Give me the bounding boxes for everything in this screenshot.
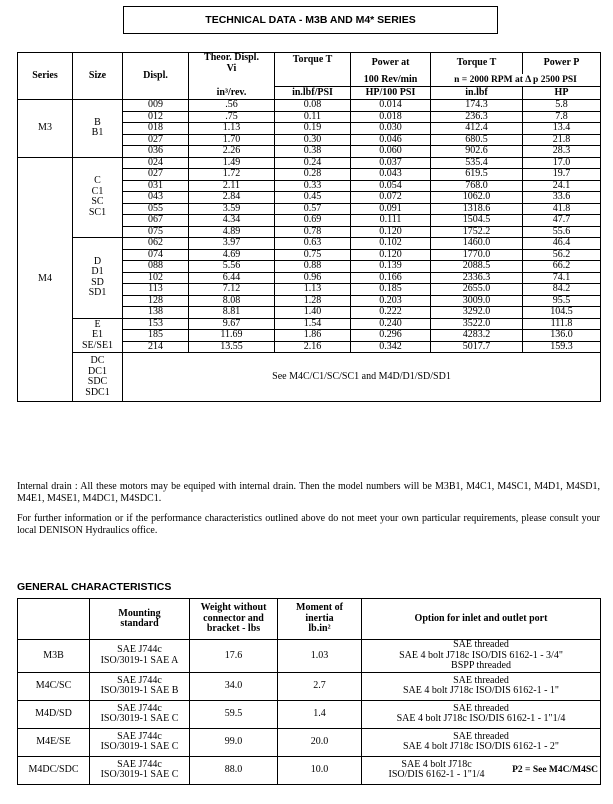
option-extra: P2 = See M4C/M4SC [512,764,598,775]
torque-cell: 1.40 [275,307,351,319]
text-line: SAE 4 bolt J718c [401,758,472,770]
mounting-cell [90,640,190,673]
torque-cell: 0.11 [275,111,351,123]
torqueT-cell: 1770.0 [431,249,523,261]
powerP-cell: 41.8 [523,203,601,215]
powerP-cell: 24.1 [523,180,601,192]
displ-cell: 018 [123,123,189,135]
torque-cell: 0.88 [275,261,351,273]
power-cell: 0.185 [351,284,431,296]
torque-cell: 0.75 [275,249,351,261]
header-power-line1: Power at [351,53,431,75]
powerP-cell: 95.5 [523,295,601,307]
displ-cell: 027 [123,134,189,146]
table-row [18,756,601,784]
displ-cell: 036 [123,146,189,158]
text-line: SAE J744c [117,730,162,742]
header-torque-unit: in.lbf/PSI [275,87,351,100]
text-line: DC1 [88,365,107,377]
table-row-dc [18,353,601,402]
powerP-cell: 159.3 [523,341,601,353]
powerP-cell: 66.2 [523,261,601,273]
header-powerP-unit: HP [523,87,601,100]
table-row [18,640,601,673]
torqueT-cell: 1504.5 [431,215,523,227]
header-powerP-line1: Power P [523,53,601,75]
option-text [364,760,509,781]
text-line: connector and [203,612,264,624]
torqueT-cell: 1752.2 [431,226,523,238]
torque-cell: 2.16 [275,341,351,353]
technical-data-table [17,52,601,402]
power-cell: 0.111 [351,215,431,227]
table-row [18,672,601,700]
torque-cell: 0.63 [275,238,351,250]
torqueT-cell: 3522.0 [431,318,523,330]
text-line: SAE threaded [453,730,509,742]
text-line: SDC1 [85,386,110,398]
option-cell [362,728,601,756]
weight-cell: 59.5 [190,700,278,728]
torqueT-cell: 902.6 [431,146,523,158]
power-cell: 0.139 [351,261,431,273]
header-series: Series [18,53,73,100]
text-line: SAE threaded [453,702,509,714]
power-cell: 0.030 [351,123,431,135]
text-line: inertia [305,612,334,624]
power-cell: 0.120 [351,226,431,238]
power-cell: 0.240 [351,318,431,330]
displ-cell: 075 [123,226,189,238]
displ-cell: 088 [123,261,189,273]
torqueT-cell: 1460.0 [431,238,523,250]
torqueT-cell: 1318.6 [431,203,523,215]
series-cell: M4 [18,157,73,402]
torqueT-cell: 619.5 [431,169,523,181]
displ-cell: 113 [123,284,189,296]
torque-cell: 1.54 [275,318,351,330]
option-cell [362,640,601,673]
text-line: C1 [91,185,104,197]
text-line: B1 [91,127,104,139]
torqueT-cell: 2655.0 [431,284,523,296]
torqueT-cell: 412.4 [431,123,523,135]
torqueT-cell: 535.4 [431,157,523,169]
displ-cell: 027 [123,169,189,181]
displ-cell: 067 [123,215,189,227]
header-theor-line2: Vi [226,62,237,74]
table-row [18,700,601,728]
text-line: SE/SE1 [81,339,114,351]
power-cell: 0.018 [351,111,431,123]
theor-displ-cell: 8.81 [189,307,275,319]
displ-cell: 055 [123,203,189,215]
page-title: TECHNICAL DATA - M3B AND M4* SERIES [123,6,498,34]
option-split [364,760,598,781]
theor-displ-cell: 11.69 [189,330,275,342]
moment-cell: 1.4 [278,700,362,728]
torque-cell: 0.45 [275,192,351,204]
size-cell [73,157,123,238]
dc-group-note: See M4C/C1/SC/SC1 and M4D/D1/SD/SD1 [123,353,601,402]
gen-header-weight [190,599,278,640]
torque-cell: 0.78 [275,226,351,238]
torque-cell: 0.19 [275,123,351,135]
power-cell: 0.296 [351,330,431,342]
size-cell [73,238,123,319]
header-torqueT-line1: Torque T [431,53,523,75]
theor-displ-cell: 4.34 [189,215,275,227]
model-cell: M4DC/SDC [18,756,90,784]
powerP-cell: 19.7 [523,169,601,181]
text-line: bracket - lbs [206,623,261,635]
torqueT-cell: 5017.7 [431,341,523,353]
mounting-cell [90,728,190,756]
mounting-cell [90,700,190,728]
torqueT-cell: 3009.0 [431,295,523,307]
displ-cell: 012 [123,111,189,123]
powerP-cell: 5.8 [523,100,601,112]
displ-cell: 074 [123,249,189,261]
general-characteristics-table [17,598,601,785]
torqueT-cell: 2088.5 [431,261,523,273]
weight-cell: 34.0 [190,672,278,700]
text-line: B [94,116,101,128]
displ-cell: 185 [123,330,189,342]
theor-displ-cell: 1.13 [189,123,275,135]
text-line: Moment of [296,602,343,614]
text-line: DC [90,355,105,366]
displ-cell: 128 [123,295,189,307]
theor-displ-cell: 4.89 [189,226,275,238]
theor-displ-cell: 9.67 [189,318,275,330]
torque-cell: 1.13 [275,284,351,296]
torqueT-cell: 2336.3 [431,272,523,284]
displ-cell: 024 [123,157,189,169]
torqueT-cell: 680.5 [431,134,523,146]
size-cell [73,353,123,402]
option-cell [362,700,601,728]
powerP-cell: 21.8 [523,134,601,146]
header-torqueT-unit: in.lbf [431,87,523,100]
header-torque: Torque T [275,53,351,87]
header-power-unit: HP/100 PSI [351,87,431,100]
powerP-cell: 46.4 [523,238,601,250]
power-cell: 0.342 [351,341,431,353]
moment-cell: 1.03 [278,640,362,673]
powerP-cell: 136.0 [523,330,601,342]
torque-cell: 0.57 [275,203,351,215]
power-cell: 0.014 [351,100,431,112]
internal-drain-note: Internal drain : All these motors may be equiped with internal drain. Then the model numbers will be M3B1, M4C1, M4SC1, M4D1, M4SD1, M4E1, M4SE1, M4DC1, M4SDC1. [17,481,600,504]
theor-displ-cell: 2.26 [189,146,275,158]
powerP-cell: 7.8 [523,111,601,123]
theor-displ-cell: 13.55 [189,341,275,353]
power-cell: 0.037 [351,157,431,169]
text-line: standard [120,618,159,629]
text-line: ISO/3019-1 SAE C [100,769,179,780]
power-cell: 0.043 [351,169,431,181]
weight-cell: 17.6 [190,640,278,673]
text-line: ISO/3019-1 SAE B [100,685,179,696]
theor-displ-cell: 2.11 [189,180,275,192]
text-line: SD1 [88,287,107,299]
powerP-cell: 13.4 [523,123,601,135]
general-characteristics-title: GENERAL CHARACTERISTICS [17,581,172,593]
text-line: SAE J744c [117,758,162,770]
header-power-line2: 100 Rev/min [351,74,431,87]
powerP-cell: 56.2 [523,249,601,261]
gen-header-mounting [90,599,190,640]
moment-cell: 10.0 [278,756,362,784]
torque-cell: 0.30 [275,134,351,146]
theor-displ-cell: 3.97 [189,238,275,250]
text-line: lb.in² [308,623,331,635]
text-line: SAE 4 bolt J718c ISO/DIS 6162-1 - 3/4" [399,649,563,661]
displ-cell: 138 [123,307,189,319]
text-line: SC1 [88,206,107,218]
displ-cell: 043 [123,192,189,204]
power-cell: 0.046 [351,134,431,146]
powerP-cell: 17.0 [523,157,601,169]
text-line: Mounting [118,607,161,619]
torque-cell: 0.38 [275,146,351,158]
theor-displ-cell: .75 [189,111,275,123]
weight-cell: 88.0 [190,756,278,784]
header-size: Size [73,53,123,100]
torque-cell: 1.86 [275,330,351,342]
torqueT-cell: 3292.0 [431,307,523,319]
theor-displ-cell: 1.49 [189,157,275,169]
header-theor-line1: Theor. Displ. [204,52,259,63]
option-cell [362,672,601,700]
theor-displ-cell: 5.56 [189,261,275,273]
torque-cell: 0.96 [275,272,351,284]
option-cell [362,756,601,784]
text-line: SAE 4 bolt J718c ISO/DIS 6162-1 - 1" [402,685,560,696]
model-cell: M3B [18,640,90,673]
powerP-cell: 111.8 [523,318,601,330]
torqueT-cell: 4283.2 [431,330,523,342]
power-cell: 0.166 [351,272,431,284]
header-theor-spacer [189,74,275,87]
table-row [18,728,601,756]
model-cell: M4C/SC [18,672,90,700]
torqueT-cell: 174.3 [431,100,523,112]
general-table-body [18,640,601,785]
powerP-cell: 104.5 [523,307,601,319]
text-line: ISO/3019-1 SAE C [100,713,179,724]
gen-header-model [18,599,90,640]
power-cell: 0.072 [351,192,431,204]
torque-cell: 0.28 [275,169,351,181]
text-line: SDC [87,376,108,387]
torqueT-cell: 236.3 [431,111,523,123]
torque-cell: 0.69 [275,215,351,227]
power-cell: 0.102 [351,238,431,250]
displ-cell: 153 [123,318,189,330]
powerP-cell: 84.2 [523,284,601,296]
displ-cell: 102 [123,272,189,284]
text-line: Weight without [200,602,267,614]
power-cell: 0.060 [351,146,431,158]
power-cell: 0.054 [351,180,431,192]
text-line: ISO/3019-1 SAE C [100,741,179,752]
text-line: C [94,175,101,187]
torque-cell: 0.08 [275,100,351,112]
technical-table-body [18,100,601,402]
text-line: E1 [91,329,104,340]
displ-cell: 214 [123,341,189,353]
powerP-cell: 28.3 [523,146,601,158]
table-row [18,318,601,330]
theor-displ-cell: 7.12 [189,284,275,296]
text-line: D [93,255,102,267]
theor-displ-cell: 6.44 [189,272,275,284]
model-cell: M4E/SE [18,728,90,756]
theor-displ-cell: 1.72 [189,169,275,181]
mounting-cell [90,672,190,700]
text-line: SC [91,196,104,208]
model-cell: M4D/SD [18,700,90,728]
powerP-cell: 74.1 [523,272,601,284]
power-cell: 0.222 [351,307,431,319]
size-cell [73,318,123,353]
text-line: SAE J744c [117,644,162,656]
text-line: SD [91,276,104,288]
text-line: ISO/DIS 6162-1 - 1"1/4 [388,769,485,780]
size-cell [73,100,123,158]
power-cell: 0.091 [351,203,431,215]
theor-displ-cell: 2.84 [189,192,275,204]
header-displ: Displ. [123,53,189,100]
text-line: D1 [91,266,104,278]
series-cell: M3 [18,100,73,158]
torque-cell: 1.28 [275,295,351,307]
weight-cell: 99.0 [190,728,278,756]
moment-cell: 2.7 [278,672,362,700]
theor-displ-cell: 8.08 [189,295,275,307]
header-theor-displ [189,53,275,75]
theor-displ-cell: 3.59 [189,203,275,215]
power-cell: 0.203 [351,295,431,307]
text-line: E [94,318,101,330]
moment-cell: 20.0 [278,728,362,756]
powerP-cell: 33.6 [523,192,601,204]
further-info-note: For further information or if the performance characteristics outlined above do not meet your own particular requirements, please consult your local DENISON Hydraulics office. [17,513,600,536]
torqueT-cell: 768.0 [431,180,523,192]
torqueT-cell: 1062.0 [431,192,523,204]
powerP-cell: 47.7 [523,215,601,227]
text-line: SAE threaded [453,674,509,686]
header-condition: n = 2000 RPM at Δ p 2500 PSI [431,74,601,87]
power-cell: 0.120 [351,249,431,261]
text-line: ISO/3019-1 SAE A [100,654,179,666]
table-row [18,100,601,112]
theor-displ-cell: .56 [189,100,275,112]
gen-header-moment [278,599,362,640]
header-theor-unit: in³/rev. [189,87,275,100]
table-row [18,238,601,250]
torque-cell: 0.33 [275,180,351,192]
theor-displ-cell: 4.69 [189,249,275,261]
powerP-cell: 55.6 [523,226,601,238]
gen-header-option: Option for inlet and outlet port [362,599,601,640]
torque-cell: 0.24 [275,157,351,169]
text-line: SAE J744c [117,674,162,686]
text-line: BSPP threaded [451,660,511,671]
displ-cell: 009 [123,100,189,112]
displ-cell: 062 [123,238,189,250]
displ-cell: 031 [123,180,189,192]
table-row [18,157,601,169]
text-line: SAE 4 bolt J718c ISO/DIS 6162-1 - 1"1/4 [396,713,566,724]
mounting-cell [90,756,190,784]
technical-table-header [18,53,601,100]
text-line: SAE 4 bolt J718c ISO/DIS 6162-1 - 2" [402,741,560,752]
theor-displ-cell: 1.70 [189,134,275,146]
text-line: SAE threaded [453,639,509,650]
text-line: SAE J744c [117,702,162,714]
